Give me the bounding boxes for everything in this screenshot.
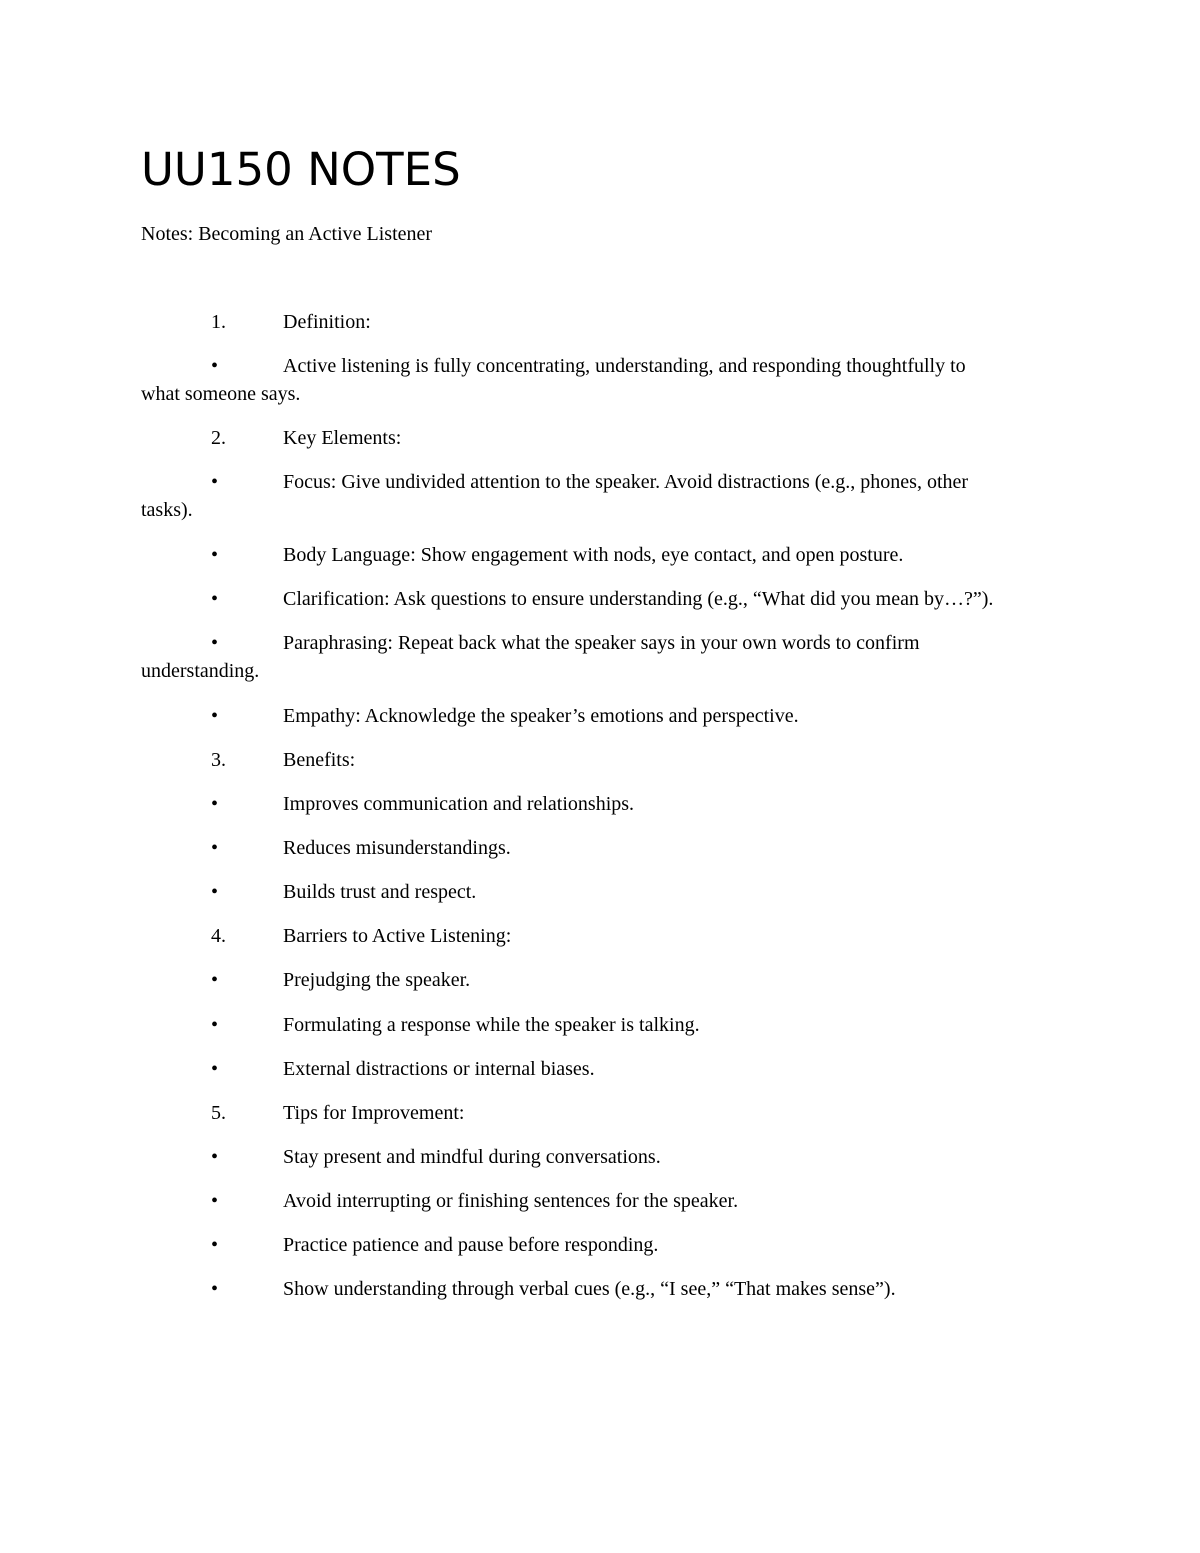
item-text: Body Language: Show engagement with nods, eye contact, and open posture. [283, 544, 904, 566]
bullet-marker: • [211, 632, 219, 654]
bullet-marker: • [211, 1190, 219, 1212]
bullet-marker: • [211, 544, 219, 566]
section-number: 3. [211, 749, 226, 771]
section-number: 1. [211, 311, 226, 333]
item-text-continuation: what someone says. [141, 383, 301, 405]
bullet-marker: • [211, 969, 219, 991]
section-number: 5. [211, 1102, 226, 1124]
item-text: Stay present and mindful during conversations. [283, 1146, 661, 1168]
bullet-marker: • [211, 1234, 219, 1256]
item-text: Clarification: Ask questions to ensure understanding (e.g., “What did you mean by…?”). [283, 588, 994, 610]
item-text: Practice patience and pause before responding. [283, 1234, 659, 1256]
item-text: Paraphrasing: Repeat back what the speaker says in your own words to confirm [283, 632, 920, 654]
section-title: Tips for Improvement: [283, 1102, 465, 1124]
section-title: Definition: [283, 311, 371, 333]
item-text: Active listening is fully concentrating, understanding, and responding thoughtfully to [283, 355, 966, 377]
section-title: Barriers to Active Listening: [283, 925, 512, 947]
section-title: Key Elements: [283, 427, 402, 449]
bullet-marker: • [211, 471, 219, 493]
bullet-marker: • [211, 1058, 219, 1080]
bullet-marker: • [211, 1014, 219, 1036]
section-number: 4. [211, 925, 226, 947]
bullet-marker: • [211, 355, 219, 377]
bullet-marker: • [211, 793, 219, 815]
bullet-marker: • [211, 705, 219, 727]
document-subtitle: Notes: Becoming an Active Listener [141, 223, 433, 245]
document-title: UU150 NOTES [141, 143, 461, 196]
item-text: Prejudging the speaker. [283, 969, 471, 991]
bullet-marker: • [211, 881, 219, 903]
section-number: 2. [211, 427, 226, 449]
item-text: Formulating a response while the speaker is talking. [283, 1014, 700, 1036]
item-text: Empathy: Acknowledge the speaker’s emotions and perspective. [283, 705, 799, 727]
bullet-marker: • [211, 1278, 219, 1300]
bullet-marker: • [211, 837, 219, 859]
bullet-marker: • [211, 1146, 219, 1168]
item-text: External distractions or internal biases. [283, 1058, 595, 1080]
item-text-continuation: tasks). [141, 499, 193, 521]
section-title: Benefits: [283, 749, 356, 771]
item-text: Builds trust and respect. [283, 881, 477, 903]
item-text: Improves communication and relationships. [283, 793, 635, 815]
item-text: Show understanding through verbal cues (e.g., “I see,” “That makes sense”). [283, 1278, 896, 1300]
item-text-continuation: understanding. [141, 660, 260, 682]
item-text: Reduces misunderstandings. [283, 837, 511, 859]
item-text: Focus: Give undivided attention to the speaker. Avoid distractions (e.g., phones, other [283, 471, 969, 493]
item-text: Avoid interrupting or finishing sentences for the speaker. [283, 1190, 739, 1212]
bullet-marker: • [211, 588, 219, 610]
